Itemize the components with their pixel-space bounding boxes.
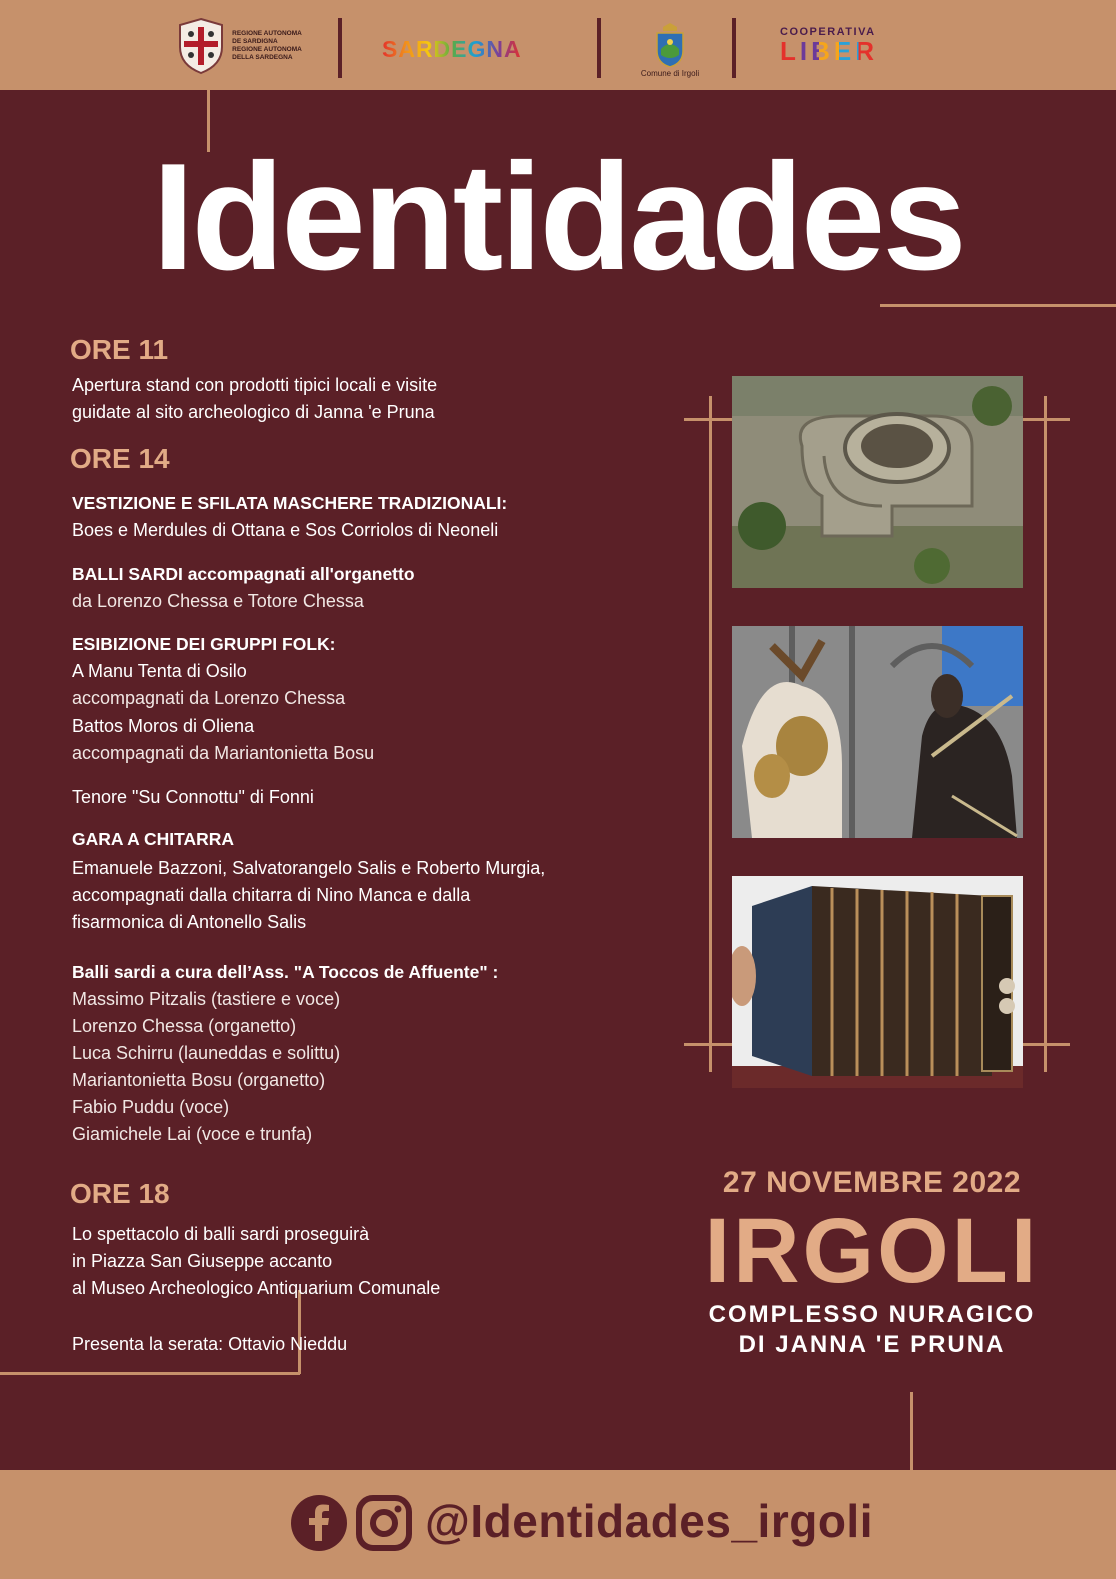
logo-divider (338, 18, 342, 78)
comune-name: Comune di Irgoli (640, 68, 700, 78)
tenore-text: Tenore "Su Connottu" di Fonni (72, 787, 314, 807)
comune-irgoli-logo (630, 18, 710, 82)
region-name-line: DE SARDIGNA (232, 37, 278, 45)
event-date: 27 NOVEMBRE 2022 (722, 1166, 1022, 1199)
text-line: al Museo Archeologico Antiquarium Comunale (72, 1278, 441, 1298)
region-name-line: DELLA SARDEGNA (232, 54, 293, 62)
cooperativa-liber-logo (780, 26, 878, 64)
facebook-icon[interactable] (291, 1495, 347, 1551)
text-line: Lo spettacolo di balli sardi proseguirà (72, 1224, 370, 1244)
coop-name: LIBER (780, 36, 878, 66)
photo-frame-line (709, 396, 712, 1072)
decor-line (0, 1372, 300, 1375)
text-line: Apertura stand con prodotti tipici locali e visite (72, 375, 438, 395)
comune-crest-icon (653, 23, 687, 67)
masks-title: VESTIZIONE E SFILATA MASCHERE TRADIZIONALI: (72, 493, 508, 513)
coop-label: COOPERATIVA (780, 26, 876, 38)
balli-title: BALLI SARDI accompagnati all'organetto (72, 564, 415, 584)
instagram-handle[interactable]: @Identidades_irgoli (425, 1495, 873, 1547)
presenter-text: Presenta la serata: Ottavio Nieddu (72, 1334, 348, 1354)
text-line: guidate al sito archeologico di Janna 'e Pruna (72, 402, 435, 422)
hour-11-heading: ORE 11 (70, 334, 169, 365)
list-item: Massimo Pitzalis (tastiere e voce) (72, 989, 341, 1009)
text-line: accompagnati dalla chitarra di Nino Manca e dalla (72, 885, 471, 905)
event-site (690, 1300, 1054, 1360)
text-line: fisarmonica di Antonello Salis (72, 912, 307, 932)
gara-text (72, 855, 545, 936)
folk-group-1: A Manu Tenta di Osilo (72, 661, 247, 681)
text-line: in Piazza San Giuseppe accanto (72, 1251, 333, 1271)
list-item: Giamichele Lai (voce e trunfa) (72, 1124, 313, 1144)
event-town: IRGOLI (704, 1200, 1040, 1302)
instagram-icon[interactable] (356, 1495, 412, 1551)
text-line: Emanuele Bazzoni, Salvatorangelo Salis e Roberto Murgia, (72, 858, 546, 878)
site-line: DI JANNA 'E PRUNA (738, 1331, 1006, 1358)
hour-18-heading: ORE 18 (70, 1178, 170, 1209)
balli-text: da Lorenzo Chessa e Totore Chessa (72, 591, 364, 611)
accordion-photo (732, 876, 1023, 1088)
list-item: Lorenzo Chessa (organetto) (72, 1016, 297, 1036)
list-item: Luca Schirru (launeddas e solittu) (72, 1043, 341, 1063)
folk-group-2-accompaniment: accompagnati da Mariantonietta Bosu (72, 743, 375, 763)
logo-divider (732, 18, 736, 78)
folk-group-2: Battos Moros di Oliena (72, 716, 255, 736)
nuraghe-image (732, 376, 1023, 588)
site-line: COMPLESSO NURAGICO (708, 1301, 1036, 1328)
event-title: Identidades (152, 132, 964, 302)
ass-title: Balli sardi a cura dell’Ass. "A Toccos de Affuente" : (72, 962, 499, 982)
list-item: Fabio Puddu (voce) (72, 1097, 230, 1117)
logo-divider (597, 18, 601, 78)
list-item: Mariantonietta Bosu (organetto) (72, 1070, 326, 1090)
folk-group-1-accompaniment: accompagnati da Lorenzo Chessa (72, 688, 346, 708)
ore11-text (72, 372, 437, 426)
masks-image (732, 626, 1023, 838)
folk-title: ESIBIZIONE DEI GRUPPI FOLK: (72, 634, 336, 654)
ore18-text (72, 1221, 440, 1302)
hour-14-heading: ORE 14 (70, 443, 170, 474)
photo-frame-line (1044, 396, 1047, 1072)
ass-members-list (72, 986, 340, 1148)
masks-text: Boes e Merdules di Ottana e Sos Corriolos di Neoneli (72, 520, 499, 540)
regione-crest-icon (176, 17, 226, 75)
sardegna-logo (382, 36, 522, 63)
masks-photo (732, 626, 1023, 838)
accordion-image (732, 876, 1023, 1088)
regione-sardegna-logo (164, 16, 314, 76)
gara-title: GARA A CHITARRA (72, 829, 235, 849)
nuraghe-photo (732, 376, 1023, 588)
region-name-line: REGIONE AUTONOMA (232, 29, 302, 37)
sardegna-logo-text: SARDEGNA (382, 36, 522, 62)
decor-line (910, 1392, 913, 1470)
region-name-line: REGIONE AUTONOMA (232, 46, 302, 53)
